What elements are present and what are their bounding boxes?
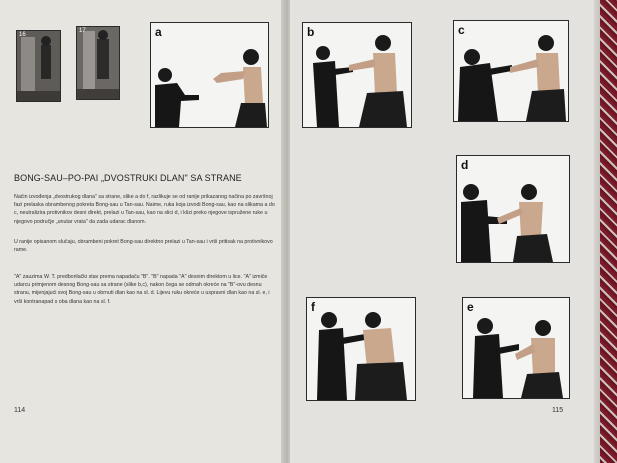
fighters-illustration [463,298,569,398]
page-number-left: 114 [14,407,26,414]
photo-label: d [461,158,469,172]
photo-d [456,155,570,263]
fighters-illustration [454,21,568,121]
fighters-illustration [151,23,268,127]
paragraph-2: U ranije opisanom slučaju, obrambeni pokret Bong-sau direktno prelazi u Tan-sau i vrši pritisak na protivnikovo rame. [14,239,273,254]
paragraph-3: "A" zauzima W. T. predborilački stav prema napadaču "B". "B" napada "A" desnim direktom u lice. "A" izmiče udarcu primjenom desnog Bong-sau sa strane (slike b,c), nakon čega se odmah okreće na "B"-ovu desnu stranu, mijenjajući svoj Bong-sau u obrnuti dlan kao na sl. d. Lijevu ruku okreće u uspravni dlan kao na sl. e, i vrši kontranapad s oba dlana kao na sl. f. [14,274,270,305]
photo-label: c [458,23,465,37]
thumbnail-label: 17 [79,28,86,34]
thumbnail-photo-16 [16,30,61,102]
background-cloth [600,0,617,463]
photo-label: a [155,25,162,39]
left-page [0,0,286,463]
section-title: BONG-SAU–PO-PAI „DVOSTRUKI DLAN" SA STRANE [14,173,242,183]
right-page [290,0,596,463]
photo-label: b [307,25,315,39]
thumbnail-label: 16 [19,32,26,38]
photo-label: f [311,300,315,314]
photo-b [302,22,412,128]
photo-label: e [467,300,474,314]
thumbnail-illustration [77,27,119,99]
page-number-right: 115 [552,407,564,414]
thumbnail-illustration [17,31,60,101]
photo-a [150,22,269,128]
photo-e [462,297,570,399]
photo-f [306,297,416,401]
fighters-illustration [307,298,415,400]
paragraph-1: Način izvođenja „dvostrukog dlana" sa strane, slike a do f, razlikuje se od ranije prikazanog načina po završnoj fazi prelaska obrambenog pokreta Bong-sau u Tan-sau. Naime, ruka koja izvodi Bong-sau, kao na slikama a do c, neutralizira protivnikov desni direkt, prelazi u Tan-sau, kao na slici d, i klizi preko njegove ispružene ruke u njegovo područje „unutar vrata" da zada udarac dlanom. [14,194,275,225]
thumbnail-photo-17 [76,26,120,100]
fighters-illustration [303,23,411,127]
fighters-illustration [457,156,569,262]
photo-c [453,20,569,122]
